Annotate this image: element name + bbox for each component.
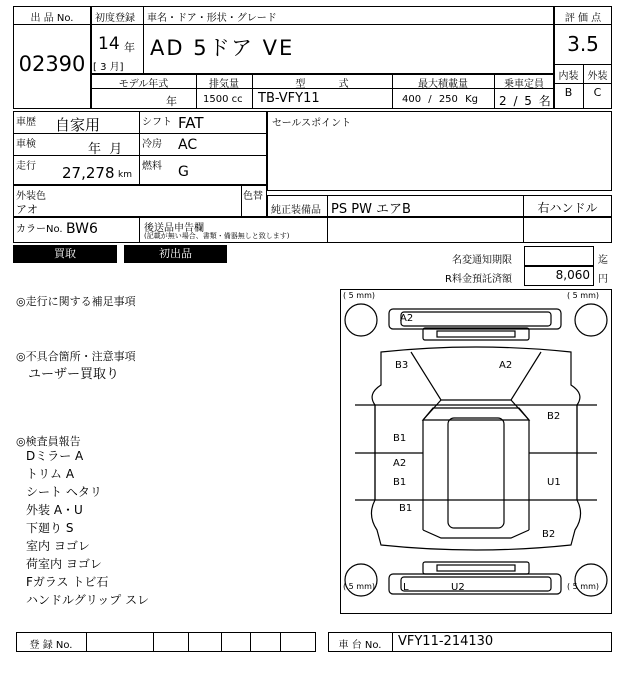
sales-point-label: セールスポイント xyxy=(272,118,352,129)
ac-label: 冷房 xyxy=(142,139,162,150)
inspection-label: 車検 xyxy=(16,139,36,150)
score-label: 評 価 点 xyxy=(564,13,602,24)
inspector-item: トリム A xyxy=(26,467,75,481)
lot-number-label: 出 品 No. xyxy=(30,13,74,24)
defect-text: ユーザー買取り xyxy=(28,367,120,382)
model-code-label: 型 式 xyxy=(295,79,349,90)
evaluation-score: 3.5 xyxy=(567,32,599,56)
ac: AC xyxy=(178,137,198,153)
interior-grade: B xyxy=(564,86,573,99)
year-unit: 年 xyxy=(124,41,135,54)
name-change-box xyxy=(524,246,594,266)
equipment-label: 純正装備品 xyxy=(271,205,321,216)
car-name: AD 5ドア VE xyxy=(150,36,295,60)
displacement: 1500 cc xyxy=(203,94,243,105)
mark-roof-b1: B1 xyxy=(393,477,407,488)
shift: FAT xyxy=(178,114,204,132)
first-registration-month: [ 3 月] xyxy=(93,62,124,73)
name-change-label: 名変通知期限 xyxy=(452,255,512,266)
ext-color-label: 外装色 xyxy=(16,191,46,202)
chassis-number: VFY11-214130 xyxy=(398,634,494,649)
recycle-value: 8,060 xyxy=(555,268,590,282)
first-listing-badge: 初出品 xyxy=(124,245,227,263)
exterior-grade: C xyxy=(593,86,602,99)
lot-number: 02390 xyxy=(18,52,86,76)
recycle-unit: 円 xyxy=(598,274,608,285)
inspector-item: 荷室内 ヨゴレ xyxy=(26,557,102,571)
inspector-item: Fガラス トビ石 xyxy=(26,575,109,589)
tire-depth-front-right: ( 5 mm) xyxy=(567,291,600,300)
declaration-label: 後送品申告欄 xyxy=(144,223,204,234)
inspector-item: ハンドルグリップ スレ xyxy=(26,593,150,607)
model-year-unit: 年 xyxy=(166,95,177,108)
inspector-item: Dミラー A xyxy=(26,449,84,463)
ext-color: アオ xyxy=(16,203,38,216)
first-registration-label: 初度登録 xyxy=(95,13,135,24)
capacity: 2 / 5 名 xyxy=(499,94,551,108)
fuel-label: 燃料 xyxy=(142,161,162,172)
max-load-label: 最大積載量 xyxy=(418,79,468,90)
tire-depth-rear-left: ( 5 mm) xyxy=(343,582,376,591)
inspector-item: シート ヘタリ xyxy=(26,485,102,499)
fuel: G xyxy=(178,164,189,180)
inspector-item: 外装 A・U xyxy=(26,503,83,517)
shift-label: シフト xyxy=(142,117,172,128)
name-change-unit: 迄 xyxy=(598,255,608,266)
color-no-label: カラーNo. xyxy=(16,224,63,235)
model-year-label: モデル年式 xyxy=(118,79,169,90)
mileage: 27,278 xyxy=(62,164,115,182)
mark-right-front-door: B2 xyxy=(547,411,561,422)
car-name-label: 車名・ドア・形状・グレード xyxy=(147,13,277,24)
mark-left-front-fender: B3 xyxy=(395,360,409,371)
tire-depth-rear-right: ( 5 mm) xyxy=(567,582,600,591)
inspector-item: 室内 ヨゴレ xyxy=(26,539,90,553)
chassis-number-label: 車 台 No. xyxy=(338,640,382,651)
history-label: 車歴 xyxy=(16,117,36,128)
ext-color-box xyxy=(13,185,267,217)
recycle-label: R料金預託済額 xyxy=(445,274,512,285)
buy-badge: 買取 xyxy=(13,245,117,263)
mark-roof-a2: A2 xyxy=(393,458,407,469)
equipment: PS PW エアB xyxy=(331,202,411,217)
supplement-title: ◎走行に関する補足事項 xyxy=(16,295,136,308)
mark-left-front-door: B1 xyxy=(393,433,407,444)
mark-left-rear-door: B1 xyxy=(399,503,413,514)
mileage-unit: km xyxy=(118,170,132,180)
first-registration-year: 14 xyxy=(98,34,120,54)
max-load: 400 / 250 Kg xyxy=(402,94,478,105)
capacity-label: 乗車定員 xyxy=(504,79,544,90)
color-no: BW6 xyxy=(66,221,98,237)
tire-depth-front-left: ( 5 mm) xyxy=(343,291,376,300)
inspector-title: ◎検査員報告 xyxy=(16,435,81,448)
mark-rear-l: L xyxy=(403,582,409,593)
displacement-label: 排気量 xyxy=(209,79,239,90)
interior-label: 内装 xyxy=(558,71,579,82)
inspection: 年 月 xyxy=(88,142,123,157)
mileage-label: 走行 xyxy=(16,161,36,172)
exterior-label: 外装 xyxy=(587,71,608,82)
mark-front-bumper: A2 xyxy=(400,313,414,324)
mark-hood: A2 xyxy=(499,360,513,371)
car-outline xyxy=(341,290,611,613)
mark-right-rear-door: U1 xyxy=(547,477,561,488)
registration-number-label: 登 録 No. xyxy=(29,640,73,651)
defect-title: ◎不具合箇所・注意事項 xyxy=(16,350,136,363)
handle-side: 右ハンドル xyxy=(537,201,598,215)
declaration-note: (記載が無い場合、書類・備器無しと致します) xyxy=(144,232,290,240)
car-diagram xyxy=(340,289,612,614)
details-box xyxy=(13,111,267,185)
history: 自家用 xyxy=(55,116,101,134)
model-code: TB-VFY11 xyxy=(258,91,320,106)
mark-rear-u2: U2 xyxy=(451,582,465,593)
color-change-label: 色替 xyxy=(243,191,263,202)
inspector-item: 下廻り S xyxy=(26,521,74,535)
mark-right-rear-fender: B2 xyxy=(542,529,556,540)
